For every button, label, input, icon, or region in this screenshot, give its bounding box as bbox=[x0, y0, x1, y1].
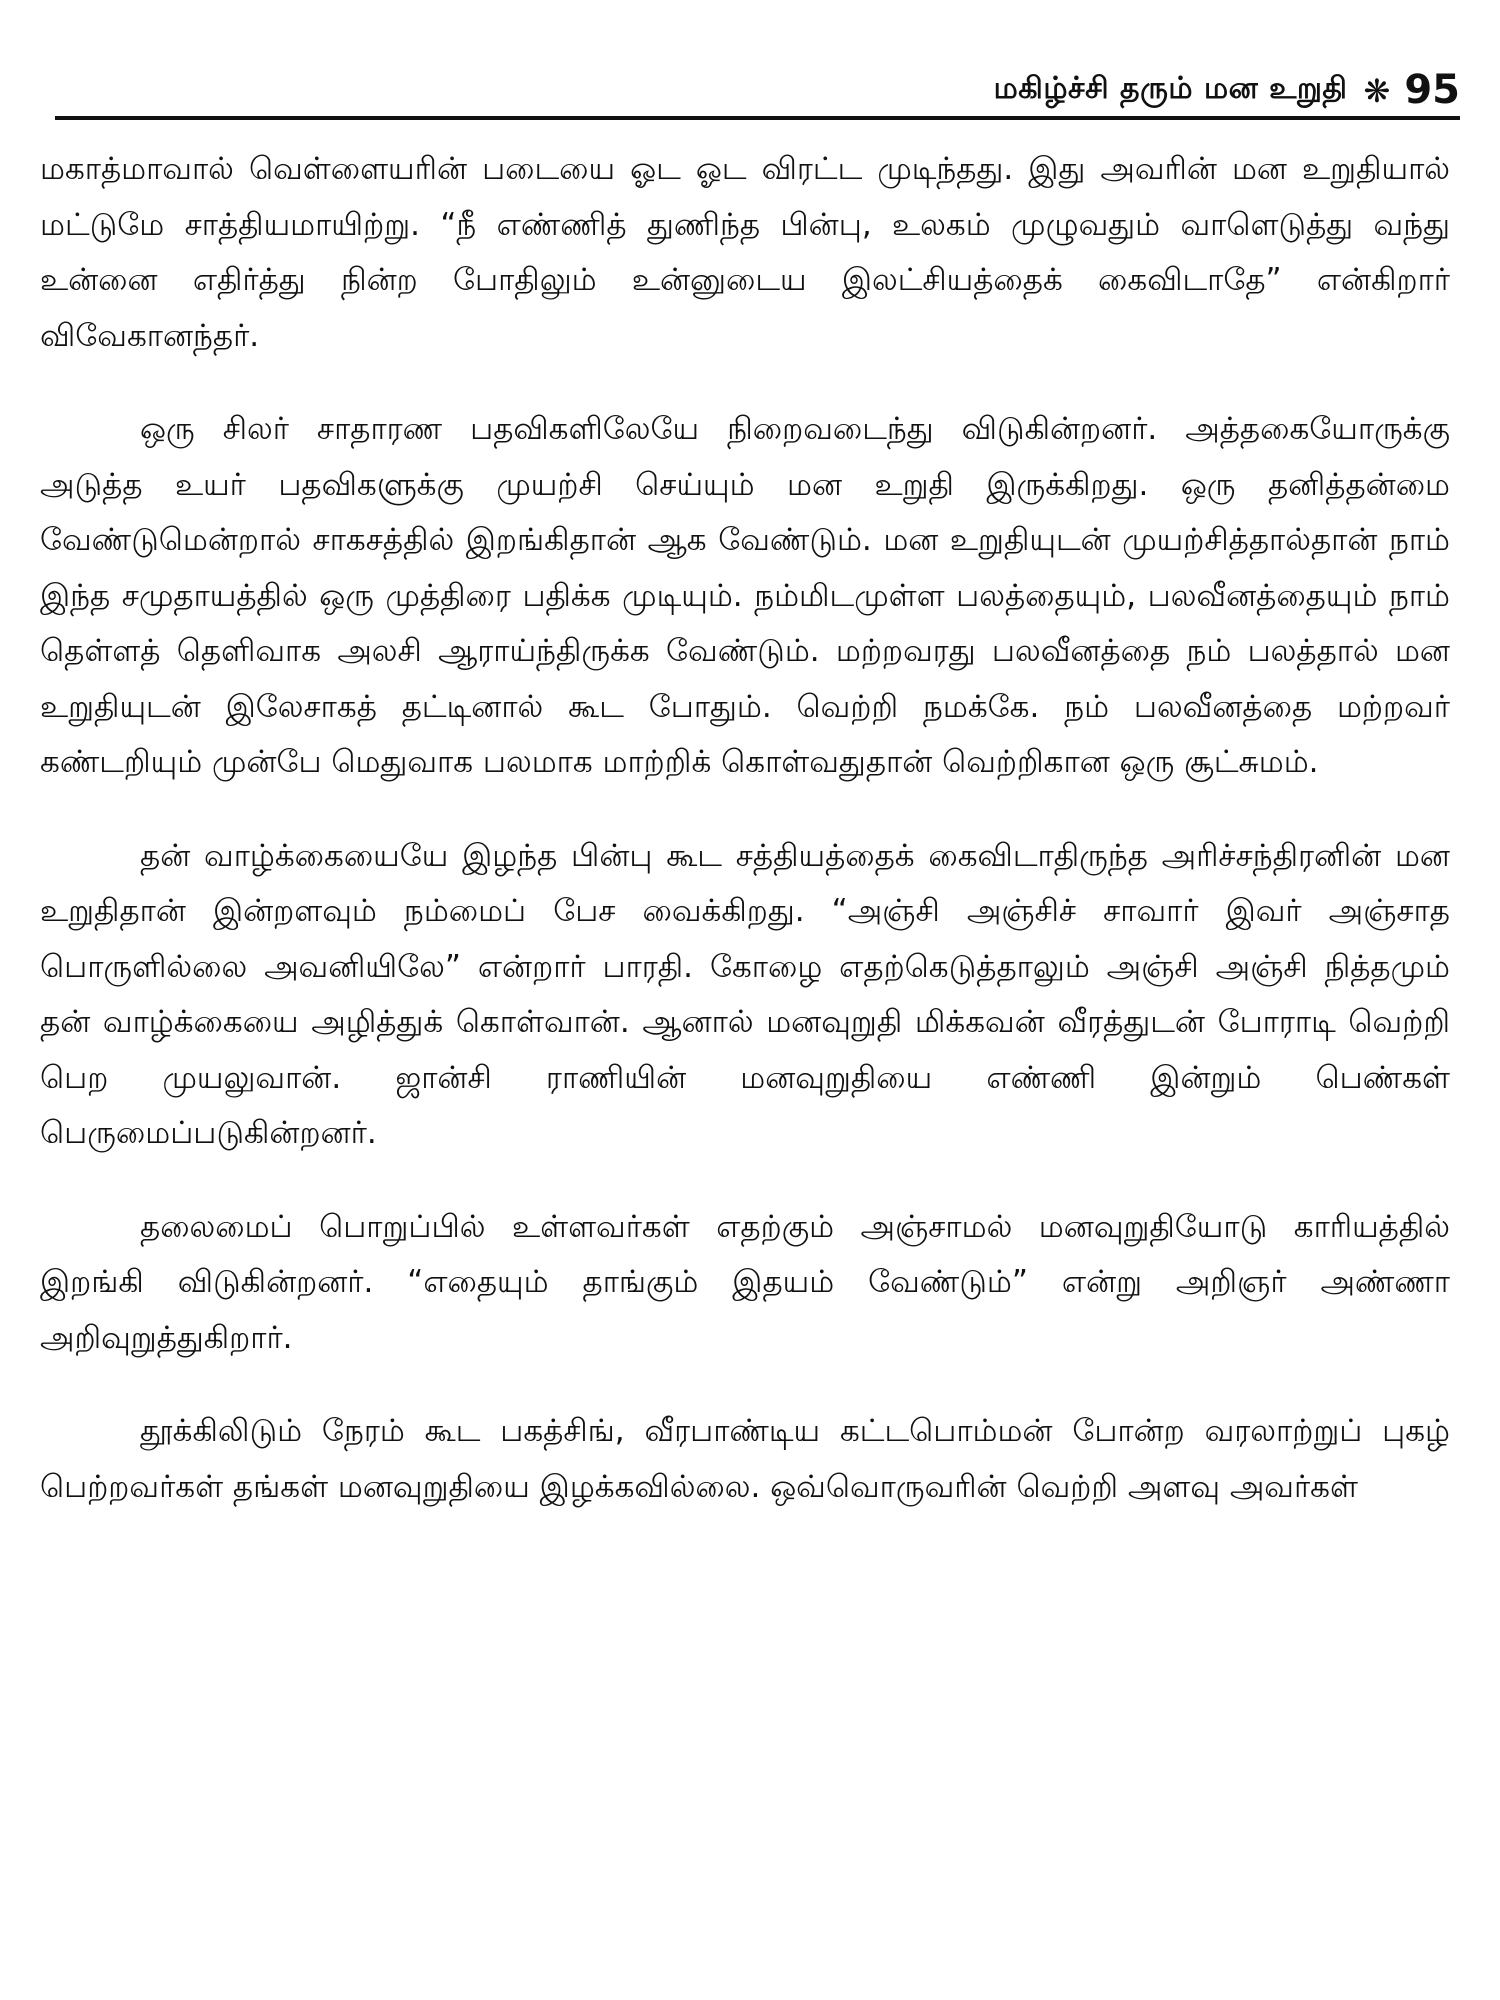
running-header bbox=[55, 58, 1460, 120]
paragraph-4: தலைமைப் பொறுப்பில் உள்ளவர்கள் எதற்கும் அஞ்சாமல் மனவுறுதியோடு காரியத்தில் இறங்கி விடுகின்றனர். “எதையும் தாங்கும் இதயம் வேண்டும்” என்று அறிஞர் அண்ணா அறிவுறுத்துகிறார். bbox=[40, 1208, 1450, 1356]
paragraph-3: தன் வாழ்க்கையையே இழந்த பின்பு கூட சத்தியத்தைக் கைவிடாதிருந்த அரிச்சந்திரனின் மன உறுதிதான் இன்றளவும் நம்மைப் பேச வைக்கிறது. “அஞ்சி அஞ்சிச் சாவார் இவர் அஞ்சாத பொருளில்லை அவனியிலே” என்றார் பாரதி. கோழை எதற்கெடுத்தாலும் அஞ்சி அஞ்சி நித்தமும் தன் வாழ்க்கையை அழித்துக் கொள்வான். ஆனால் மனவுறுதி மிக்கவன் வீரத்துடன் போராடி வெற்றி பெற முயலுவான். ஜான்சி ராணியின் மனவுறுதியை எண்ணி இன்றும் பெண்கள் பெருமைப்படுகின்றனர். bbox=[40, 837, 1450, 1151]
paragraph-1: மகாத்மாவால் வெள்ளையரின் படையை ஓட ஓட விரட்ட முடிந்தது. இது அவரின் மன உறுதியால் மட்டுமே சாத்தியமாயிற்று. “நீ எண்ணித் துணிந்த பின்பு, உலகம் முழுவதும் வாளெடுத்து வந்து உன்னை எதிர்த்து நின்ற போதிலும் உன்னுடைய இலட்சியத்தைக் கைவிடாதே” என்கிறார் விவேகானந்தர். bbox=[40, 151, 1450, 354]
paragraph-5: தூக்கிலிடும் நேரம் கூட பகத்சிங், வீரபாண்டிய கட்டபொம்மன் போன்ற வரலாற்றுப் புகழ் பெற்றவர்கள் தங்கள் மனவுறுதியை இழக்கவில்லை. ஒவ்வொருவரின் வெற்றி அளவு அவர்கள் bbox=[40, 1413, 1450, 1505]
running-title: மகிழ்ச்சி தரும் மன உறுதி bbox=[993, 71, 1348, 106]
paragraph-2: ஒரு சிலர் சாதாரண பதவிகளிலேயே நிறைவடைந்து விடுகின்றனர். அத்தகையோருக்கு அடுத்த உயர் பதவிகளுக்கு முயற்சி செய்யும் மன உறுதி இருக்கிறது. ஒரு தனித்தன்மை வேண்டுமென்றால் சாகசத்தில் இறங்கிதான் ஆக வேண்டும். மன உறுதியுடன் முயற்சித்தால்தான் நாம் இந்த சமுதாயத்தில் ஒரு முத்திரை பதிக்க முடியும். நம்மிடமுள்ள பலத்தையும், பலவீனத்தையும் நாம் தெள்ளத் தெளிவாக அலசி ஆராய்ந்திருக்க வேண்டும். மற்றவரது பலவீனத்தை நம் பலத்தால் மன உறுதியுடன் இலேசாகத் தட்டினால் கூட போதும். வெற்றி நமக்கே. நம் பலவீனத்தை மற்றவர் கண்டறியும் முன்பே மெதுவாக பலமாக மாற்றிக் கொள்வதுதான் வெற்றிகான ஒரு சூட்சுமம். bbox=[40, 411, 1450, 780]
page-number: 95 bbox=[1404, 67, 1460, 113]
body-text bbox=[40, 142, 1450, 1553]
ornament-icon: ❋ bbox=[1363, 72, 1391, 110]
